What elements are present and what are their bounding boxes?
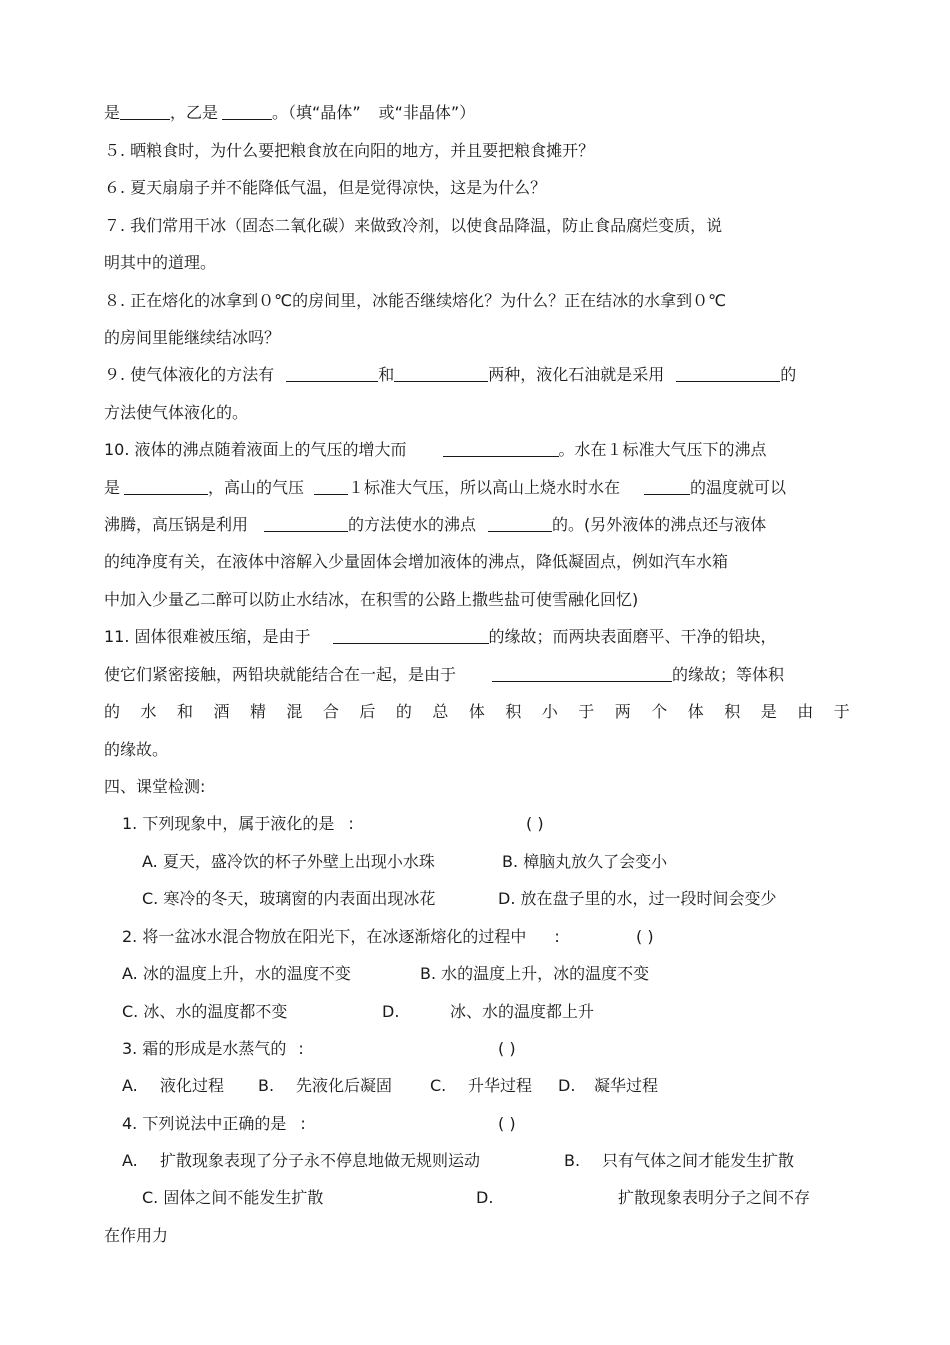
question-7-line-2: 明其中的道理。 <box>104 253 217 272</box>
blank <box>314 476 348 495</box>
question-6: ６. 夏天扇扇子并不能降低气温，但是觉得凉快，这是为什么？ <box>104 178 547 197</box>
justified-char: 精 <box>249 702 266 721</box>
option-4a: 扩散现象表现了分子永不停息地做无规则运动 <box>160 1151 481 1170</box>
option-2d-text: 冰、水的温度都上升 <box>450 1002 595 1021</box>
question-8-line-1: ８. 正在熔化的冰拿到０℃的房间里，冰能否继续熔化？为什么？正在结冰的水拿到０℃ <box>104 291 727 310</box>
text: 的缘故；而两块表面磨平、干净的铅块， <box>488 627 777 646</box>
text: 沸腾，高压锅是利用 <box>104 515 249 534</box>
justified-char: 于 <box>578 702 595 721</box>
justified-char: 的 <box>104 702 121 721</box>
option-4b-label: B. <box>564 1151 581 1170</box>
justified-char: 体 <box>687 702 704 721</box>
question-10-line-5: 中加入少量乙二醉可以防止水结冰，在积雪的公路上撒些盐可使雪融化回忆) <box>104 590 639 609</box>
option-3b: 先液化后凝固 <box>296 1076 393 1095</box>
text: 3. 霜的形成是水蒸气的 <box>122 1039 287 1058</box>
check-question-3 <box>122 1036 516 1062</box>
question-7-line-1: ７. 我们常用干冰（固态二氧化碳）来做致冷剂，以使食品降温，防止食品腐烂变质，说 <box>104 216 723 235</box>
text: 10. 液体的沸点随着液面上的气压的增大而 <box>104 440 407 459</box>
justified-char: 于 <box>833 702 850 721</box>
justified-char: 合 <box>322 702 339 721</box>
check-question-1 <box>122 811 544 837</box>
option-3a-label: A. <box>122 1076 138 1095</box>
text: 11. 固体很难被压缩，是由于 <box>104 627 311 646</box>
justified-char: 和 <box>176 702 193 721</box>
text: 和 <box>378 365 395 384</box>
option-1d: D. 放在盘子里的水，过一段时间会变少 <box>498 889 777 908</box>
crystal-fill-line <box>104 100 475 126</box>
option-2c: C. 冰、水的温度都不变 <box>122 1002 288 1021</box>
text: ９. 使气体液化的方法有 <box>104 365 275 384</box>
blank <box>488 513 552 532</box>
blank <box>333 625 489 644</box>
text: 1. 下列现象中，属于液化的是 <box>122 814 335 833</box>
option-4c: C. 固体之间不能发生扩散 <box>142 1188 324 1207</box>
text: 的方法使水的沸点 <box>348 515 477 534</box>
blank <box>124 476 208 495</box>
text: 或“非晶体”） <box>378 103 476 122</box>
text: 是 <box>104 478 121 497</box>
text: 4. 下列说法中正确的是 <box>122 1114 287 1133</box>
answer-paren: ( ) <box>498 1039 516 1058</box>
justified-char: 水 <box>140 702 157 721</box>
justified-char: 体 <box>468 702 485 721</box>
blank <box>222 101 272 120</box>
option-3d-label: D. <box>558 1076 576 1095</box>
option-4b: 只有气体之间才能发生扩散 <box>602 1151 795 1170</box>
question-10-line-2 <box>104 475 786 501</box>
justified-char: 混 <box>286 702 303 721</box>
justified-char: 酒 <box>213 702 230 721</box>
text: 。（填“晶体” <box>272 103 361 122</box>
justified-char: 积 <box>505 702 522 721</box>
blank <box>492 663 672 682</box>
justified-char: 是 <box>760 702 777 721</box>
text: 的温度就可以 <box>690 478 787 497</box>
text: : <box>300 1114 306 1133</box>
blank <box>443 438 559 457</box>
text: ，乙是 <box>170 103 219 122</box>
option-3c-label: C. <box>430 1076 447 1095</box>
option-1c: C. 寒冷的冬天，玻璃窗的内表面出现冰花 <box>142 889 436 908</box>
answer-paren: ( ) <box>498 1114 516 1133</box>
option-4d-continued: 在作用力 <box>104 1226 169 1245</box>
justified-char: 的 <box>395 702 412 721</box>
justified-char: 积 <box>724 702 741 721</box>
section-heading: 四、课堂检测: <box>104 777 206 796</box>
option-3b-label: B. <box>258 1076 275 1095</box>
text: 的 <box>780 365 797 384</box>
text: 使它们紧密接触，两铅块就能结合在一起，是由于 <box>104 665 457 684</box>
justified-char: 后 <box>359 702 376 721</box>
question-8-line-2: 的房间里能继续结冰吗？ <box>104 328 281 347</box>
option-3c: 升华过程 <box>468 1076 533 1095</box>
question-10-line-3 <box>104 512 766 538</box>
text: 的缘故；等体积 <box>672 665 785 684</box>
question-10-line-1 <box>104 437 767 463</box>
option-2d: D. <box>382 1002 400 1021</box>
check-question-2 <box>122 924 654 950</box>
justified-char: 个 <box>651 702 668 721</box>
text: 是 <box>104 103 121 122</box>
question-9-line-1 <box>104 362 796 388</box>
option-1a: A. 夏天，盛冷饮的杯子外壁上出现小水珠 <box>142 852 435 871</box>
justified-char: 小 <box>541 702 558 721</box>
blank <box>286 363 378 382</box>
check-question-4 <box>122 1111 516 1137</box>
justified-text <box>104 699 850 725</box>
text: 的。(另外液体的沸点还与液体 <box>552 515 767 534</box>
justified-char: 总 <box>432 702 449 721</box>
blank <box>120 101 170 120</box>
option-3d: 凝华过程 <box>594 1076 659 1095</box>
question-11-line-4: 的缘故。 <box>104 740 169 759</box>
text: １标准大气压，所以高山上烧水时水在 <box>348 478 621 497</box>
option-4d: 扩散现象表明分子之间不存 <box>618 1188 811 1207</box>
text: 。水在１标准大气压下的沸点 <box>558 440 767 459</box>
justified-char: 由 <box>797 702 814 721</box>
text: 两种，液化石油就是采用 <box>488 365 665 384</box>
option-2a: A. 冰的温度上升，水的温度不变 <box>122 964 351 983</box>
justified-char: 两 <box>614 702 631 721</box>
option-2b: B. 水的温度上升，冰的温度不变 <box>420 964 650 983</box>
text: : <box>348 814 354 833</box>
option-1b: B. 樟脑丸放久了会变小 <box>502 852 668 871</box>
text: ，高山的气压 <box>208 478 305 497</box>
option-4d-label: D. <box>476 1188 494 1207</box>
answer-paren: ( ) <box>636 927 654 946</box>
blank <box>644 476 690 495</box>
question-11-line-3 <box>104 699 850 725</box>
question-10-line-4: 的纯净度有关，在液体中溶解入少量固体会增加液体的沸点，降低凝固点，例如汽车水箱 <box>104 552 729 571</box>
question-9-line-2: 方法使气体液化的。 <box>104 403 249 422</box>
question-11-line-1 <box>104 624 777 650</box>
blank <box>264 513 348 532</box>
text: 2. 将一盆冰水混合物放在阳光下，在冰逐渐熔化的过程中 <box>122 927 527 946</box>
text: : <box>298 1039 304 1058</box>
blank <box>676 363 780 382</box>
blank <box>394 363 488 382</box>
answer-paren: ( ) <box>526 814 544 833</box>
question-5: ５. 晒粮食时，为什么要把粮食放在向阳的地方，并且要把粮食摊开？ <box>104 141 595 160</box>
question-11-line-2 <box>104 662 784 688</box>
option-4a-label: A. <box>122 1151 138 1170</box>
text: : <box>554 927 560 946</box>
option-3a: 液化过程 <box>160 1076 225 1095</box>
